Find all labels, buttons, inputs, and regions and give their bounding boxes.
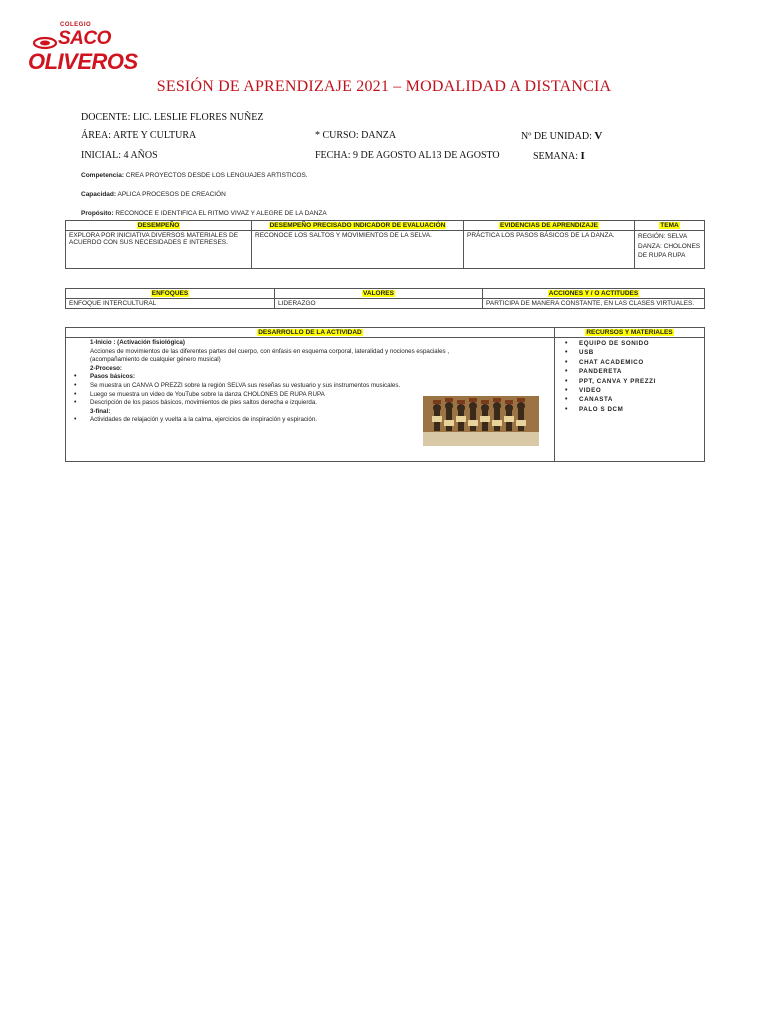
area-text: ÁREA: ARTE Y CULTURA bbox=[81, 130, 197, 141]
semana-value: I bbox=[580, 150, 585, 162]
competencia-value: CREA PROYECTOS DESDE LOS LENGUAJES ARTISTICOS. bbox=[125, 172, 308, 179]
dancers-illustration bbox=[423, 396, 539, 446]
logo-swoosh-icon bbox=[32, 36, 58, 50]
resource-item: • PANDERETA bbox=[565, 367, 704, 376]
school-logo bbox=[28, 22, 138, 78]
table-row bbox=[66, 299, 705, 309]
unidad-value: V bbox=[594, 130, 603, 142]
competencia-label: Competencia: bbox=[81, 172, 124, 179]
resource-item: • PALO S DCM bbox=[565, 405, 704, 414]
table-cell: EXPLORA POR INICIATIVA DIVERSOS MATERIALES DE ACUERDO CON SUS NECESIDADES E INTERESES. bbox=[66, 231, 252, 269]
resource-item: • VIDEO bbox=[565, 386, 704, 395]
enfoques-table bbox=[65, 288, 705, 309]
page-title: SESIÓN DE APRENDIZAJE 2021 – MODALIDAD A DISTANCIA bbox=[156, 78, 612, 95]
activity-item: • Luego se muestra un video de YouTube sobre la danza CHOLONES DE RUPA RUPA bbox=[90, 391, 554, 400]
capacidad-value: APLICA PROCESOS DE CREACIÓN bbox=[117, 191, 226, 198]
desempeno-table bbox=[65, 220, 705, 269]
table-cell: ENFOQUE INTERCULTURAL bbox=[66, 299, 275, 309]
unidad-label: Nº DE UNIDAD: bbox=[521, 131, 592, 142]
resource-item: • CHAT ACADEMICO bbox=[565, 358, 704, 367]
semana-field bbox=[533, 150, 585, 162]
table-row bbox=[66, 231, 705, 269]
activity-item: 3-final: bbox=[90, 407, 111, 415]
dancers-photo bbox=[423, 396, 539, 446]
resources-list bbox=[555, 338, 704, 414]
unidad-field bbox=[521, 130, 602, 142]
table3-header: RECURSOS Y MATERIALES bbox=[555, 328, 705, 338]
resource-item: • USB bbox=[565, 348, 704, 357]
activity-item: • Se muestra un CANVA O PREZZI sobre la región SELVA sus reseñas su vestuario y sus instrumentos musicales. bbox=[90, 382, 554, 391]
activity-item: 2-Proceso: bbox=[90, 364, 122, 372]
table-cell: PARTICIPA DE MANERA CONSTANTE, EN LAS CLASES VIRTUALES. bbox=[483, 299, 705, 309]
table1-header: TEMA bbox=[635, 221, 705, 231]
activity-item: • Descripción de los pasos básicos, movimientos de pies saltos derecha e izquierda. bbox=[90, 399, 554, 408]
table-cell: REGIÓN: SELVA DANZA: CHOLONES DE RUPA RUPA bbox=[635, 231, 705, 269]
logo-colegio-text: COLEGIO bbox=[60, 22, 92, 28]
table2-header: VALORES bbox=[275, 289, 483, 299]
activity-item: • Pasos básicos: bbox=[90, 373, 554, 382]
table1-header: DESEMPEÑO bbox=[66, 221, 252, 231]
actividad-table bbox=[65, 327, 705, 462]
fecha-text: FECHA: 9 DE AGOSTO AL13 DE AGOSTO bbox=[315, 150, 500, 161]
table2-header: ENFOQUES bbox=[66, 289, 275, 299]
logo-saco-text: SACO bbox=[58, 28, 111, 49]
competencia-line bbox=[81, 172, 308, 179]
resource-item: • EQUIPO DE SONIDO bbox=[565, 339, 704, 348]
table1-header: EVIDENCIAS DE APRENDIZAJE bbox=[464, 221, 635, 231]
logo-oliveros-text: OLIVEROS bbox=[28, 49, 138, 74]
resource-item: • PPT, CANVA Y PREZZI bbox=[565, 377, 704, 386]
curso-text: * CURSO: DANZA bbox=[315, 130, 397, 141]
activity-item: Acciones de movimientos de las diferentes partes del cuerpo, con énfasis en esquema corporal, lateralidad y nociones espaciales , bbox=[90, 347, 450, 355]
table-cell: RECONOCE LOS SALTOS Y MOVIMIENTOS DE LA SELVA. bbox=[252, 231, 464, 269]
capacidad-line bbox=[81, 191, 226, 198]
proposito-value: RECONOCE E IDENTIFICA EL RITMO VIVAZ Y ALEGRE DE LA DANZA bbox=[115, 210, 327, 217]
table-row bbox=[66, 338, 705, 462]
proposito-line bbox=[81, 210, 327, 217]
activity-item: • Actividades de relajación y vuelta a la calma, ejercicios de inspiración y espiración. bbox=[90, 416, 554, 425]
table-cell: PRÁCTICA LOS PASOS BÁSICOS DE LA DANZA. bbox=[464, 231, 635, 269]
table1-header: DESEMPEÑO PRECISADO INDICADOR DE EVALUACIÓN bbox=[252, 221, 464, 231]
proposito-label: Propósito: bbox=[81, 210, 114, 217]
activity-item: (acompañamiento de cualquier género musical) bbox=[90, 356, 221, 364]
semana-label: SEMANA: bbox=[533, 151, 579, 162]
activity-item: 1-Inicio : (Activación fisiológica) bbox=[90, 339, 185, 346]
docente-text: DOCENTE: LIC. LESLIE FLORES NUÑEZ bbox=[81, 112, 264, 123]
capacidad-label: Capacidad: bbox=[81, 191, 117, 198]
table3-header: DESARROLLO DE LA ACTIVIDAD bbox=[66, 328, 555, 338]
inicial-text: INICIAL: 4 AÑOS bbox=[81, 150, 158, 161]
resource-item: • CANASTA bbox=[565, 395, 704, 404]
resources-cell bbox=[555, 338, 705, 462]
table2-header: ACCIONES Y / O ACTITUDES bbox=[483, 289, 705, 299]
table-cell: LIDERAZGO bbox=[275, 299, 483, 309]
